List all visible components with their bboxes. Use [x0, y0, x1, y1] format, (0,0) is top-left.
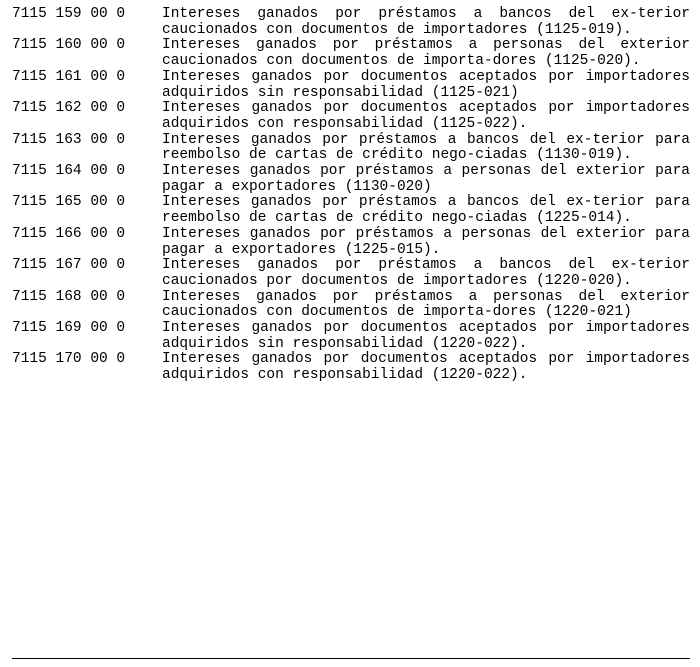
account-description: Intereses ganados por préstamos a personas del exterior caucionados con documentos de importa-dores (1125-020). [162, 37, 690, 70]
account-entry [12, 133, 690, 164]
document-page [12, 7, 690, 384]
account-description: Intereses ganados por documentos aceptados por importadores adquiridos con responsabilidad (1220-022). [162, 351, 690, 384]
account-description: Intereses ganados por documentos aceptados por importadores adquiridos sin responsabilidad (1125-021) [162, 68, 690, 101]
account-code: 7115 159 00 0 [12, 6, 126, 22]
account-entry [12, 321, 690, 352]
account-code: 7115 168 00 0 [12, 288, 126, 305]
account-code: 7115 164 00 0 [12, 163, 126, 180]
account-description: Intereses ganados por préstamos a personas del exterior caucionados con documentos de importa-dores (1220-021) [162, 288, 690, 321]
account-description: Intereses ganados por préstamos a bancos del ex-terior para reembolso de cartas de crédito nego-ciadas (1225-014). [162, 194, 690, 227]
account-code: 7115 166 00 0 [12, 225, 126, 242]
account-entry [12, 258, 690, 289]
account-entry [12, 164, 690, 195]
account-code: 7115 169 00 0 [12, 320, 126, 337]
account-description: Intereses ganados por préstamos a bancos del ex-terior caucionados con documentos de importadores (1125-019). [162, 6, 690, 38]
account-description: Intereses ganados por documentos aceptados por importadores adquiridos con responsabilidad (1125-022). [162, 100, 690, 132]
account-entry [12, 352, 690, 383]
account-code: 7115 161 00 0 [12, 68, 126, 85]
account-description: Intereses ganados por préstamos a personas del exterior para pagar a exportadores (1225-015). [162, 225, 690, 258]
account-description: Intereses ganados por préstamos a bancos del ex-terior caucionados por documentos de importadores (1220-020). [162, 257, 690, 289]
account-entry [12, 101, 690, 132]
account-code: 7115 165 00 0 [12, 194, 126, 211]
account-entry [12, 290, 690, 321]
account-code: 7115 167 00 0 [12, 257, 126, 274]
account-entry [12, 70, 690, 101]
account-description: Intereses ganados por préstamos a bancos del ex-terior para reembolso de cartas de crédito nego-ciadas (1130-019). [162, 131, 690, 164]
account-entry [12, 7, 690, 38]
account-entry [12, 38, 690, 69]
account-entry [12, 227, 690, 258]
account-description: Intereses ganados por préstamos a personas del exterior para pagar a exportadores (1130-020) [162, 163, 690, 195]
account-description: Intereses ganados por documentos aceptados por importadores adquiridos sin responsabilidad (1220-022). [162, 320, 690, 352]
footer-divider [12, 658, 690, 659]
account-code: 7115 162 00 0 [12, 100, 126, 117]
account-entry [12, 195, 690, 226]
account-code: 7115 160 00 0 [12, 37, 126, 54]
account-code: 7115 170 00 0 [12, 351, 126, 368]
account-code: 7115 163 00 0 [12, 131, 126, 148]
